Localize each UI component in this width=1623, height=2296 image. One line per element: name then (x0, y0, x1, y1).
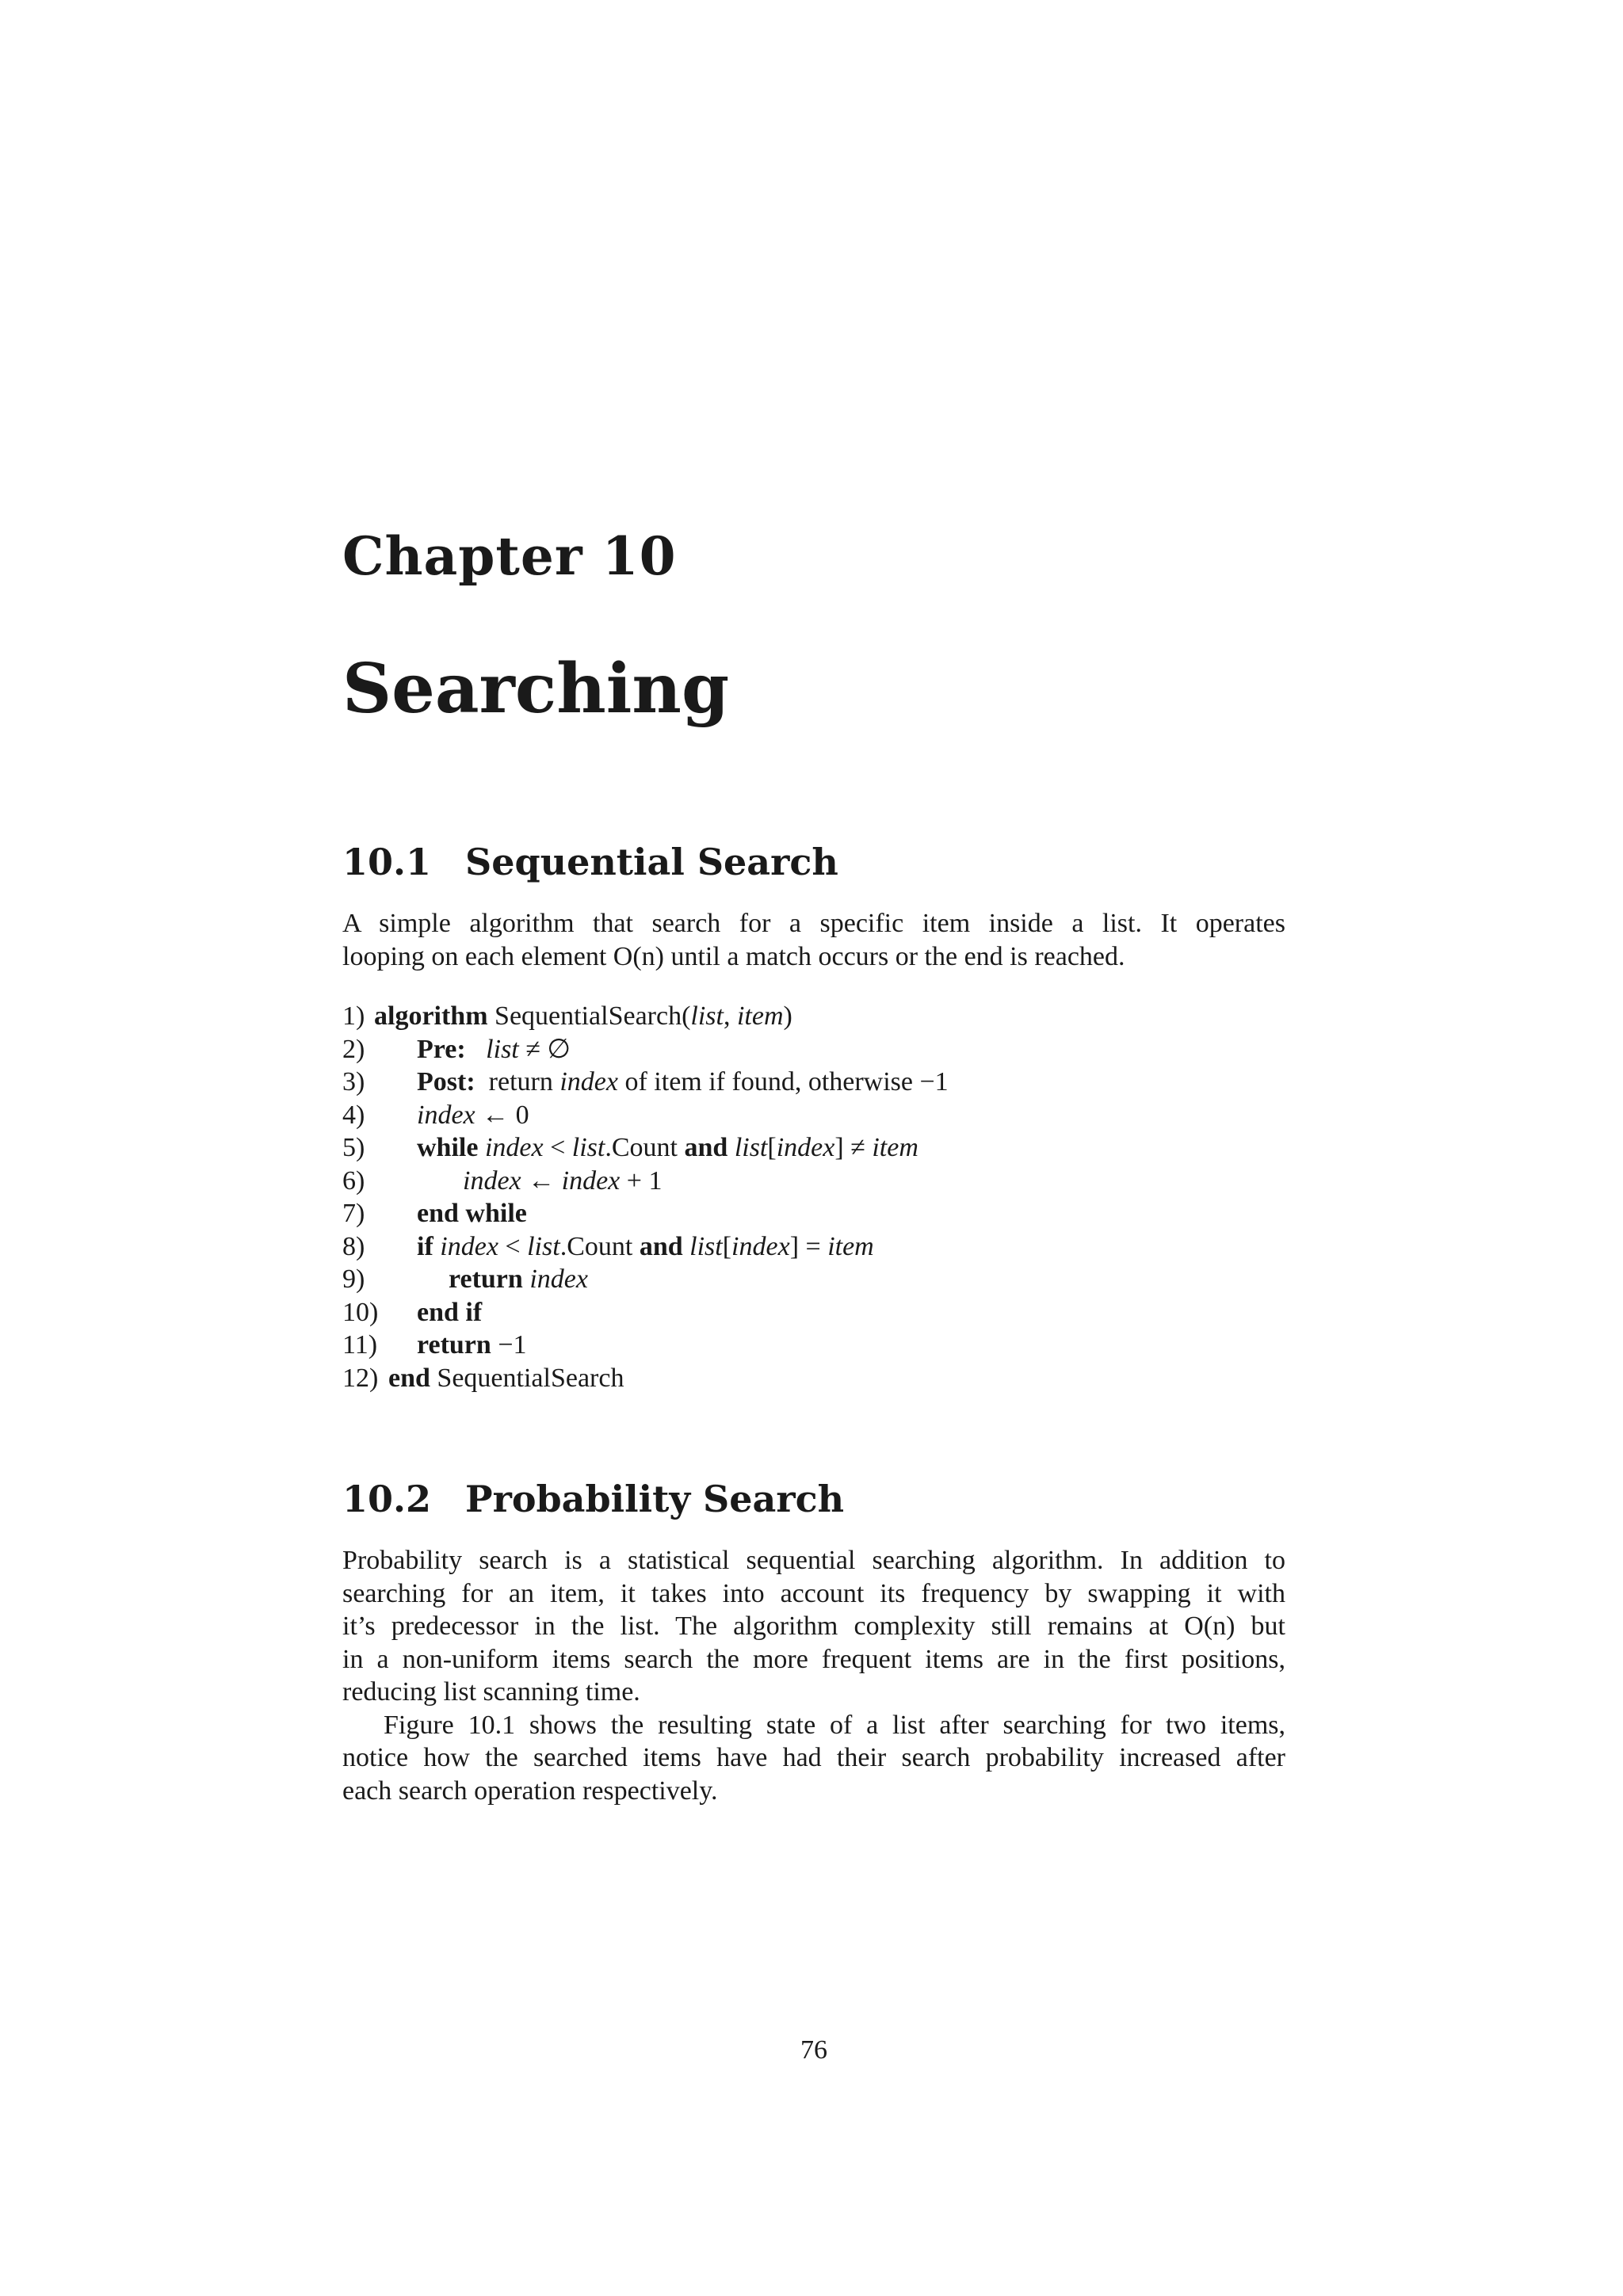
variable: index (440, 1231, 498, 1261)
algorithm-line (342, 1099, 1285, 1132)
variable: index (731, 1231, 790, 1261)
keyword: and (639, 1231, 683, 1261)
variable: index (463, 1165, 521, 1196)
algorithm-code (388, 1362, 624, 1395)
algorithm-code (463, 1165, 662, 1198)
line-number: 11) (342, 1330, 378, 1360)
line-number: 3) (342, 1067, 365, 1097)
variable: list (571, 1133, 605, 1162)
variable: index (529, 1264, 588, 1294)
code-text: ← (521, 1165, 562, 1196)
keyword: and (684, 1133, 728, 1162)
code-text (727, 1133, 735, 1162)
section-heading-sequential-search (342, 838, 838, 886)
algorithm-code (417, 1033, 571, 1066)
algorithm-code (417, 1296, 482, 1329)
algorithm-line (342, 1197, 1285, 1230)
code-text: ) (783, 1001, 792, 1031)
code-text: < (543, 1133, 572, 1162)
variable: index (776, 1133, 835, 1162)
code-text: ] ≠ (834, 1133, 873, 1162)
code-text: −1 (491, 1330, 527, 1360)
code-text: [ (767, 1133, 777, 1162)
keyword: algorithm (374, 1001, 488, 1031)
code-text: + 1 (620, 1165, 663, 1196)
code-text (683, 1232, 690, 1261)
paragraph-line: searching for an item, it takes into account its frequency by swapping it with (342, 1578, 1285, 1608)
algorithm-code (374, 1000, 792, 1033)
section-title: Sequential Search (465, 841, 838, 883)
line-number: 10) (342, 1297, 379, 1327)
probability-search-paragraph (342, 1544, 1285, 1807)
algorithm-code (417, 1099, 529, 1132)
variable: list (734, 1133, 768, 1162)
paragraph-line: Figure 10.1 shows the resulting state of a list after searching for two items, (384, 1710, 1285, 1740)
sequential-search-algorithm (342, 1000, 1285, 1394)
code-text (433, 1232, 441, 1261)
code-text: SequentialSearch( (487, 1001, 691, 1031)
section-number: 10.2 (342, 1478, 432, 1520)
algorithm-line (342, 1230, 1285, 1264)
document-page (342, 0, 1285, 2296)
keyword: Pre: (417, 1034, 466, 1064)
line-number: 4) (342, 1100, 365, 1130)
keyword: end if (417, 1297, 483, 1327)
line-number: 12) (342, 1363, 379, 1393)
algorithm-line (342, 1362, 1285, 1395)
keyword: end while (417, 1199, 527, 1228)
code-text (478, 1133, 485, 1162)
code-text: ] = (789, 1231, 828, 1261)
sequential-search-paragraph (342, 907, 1285, 973)
variable: item (736, 1001, 784, 1031)
variable: list (690, 1001, 724, 1031)
algorithm-line (342, 1000, 1285, 1033)
paragraph-line: reducing list scanning time. (342, 1677, 640, 1707)
page-number: 76 (800, 2035, 827, 2065)
algorithm-code (417, 1197, 527, 1230)
keyword: return (449, 1264, 523, 1294)
code-text: of item if found, otherwise −1 (617, 1067, 949, 1097)
algorithm-line (342, 1296, 1285, 1329)
algorithm-line (342, 1033, 1285, 1066)
paragraph-line: each search operation respectively. (342, 1775, 718, 1806)
variable: item (872, 1133, 918, 1162)
paragraph-line: notice how the searched items have had their search probability increased after (342, 1743, 1285, 1772)
variable: list (486, 1034, 519, 1064)
code-text: ← 0 (475, 1100, 529, 1130)
algorithm-line (342, 1263, 1285, 1296)
variable: item (827, 1231, 874, 1261)
algorithm-code (449, 1263, 588, 1296)
code-text: SequentialSearch (430, 1363, 624, 1393)
code-text: , (723, 1001, 737, 1031)
variable: list (689, 1231, 723, 1261)
algorithm-code (417, 1131, 918, 1165)
paragraph-line: in a non-uniform items search the more frequent items are in the first positions, (342, 1644, 1285, 1674)
code-text: .Count (559, 1231, 640, 1261)
algorithm-line (342, 1165, 1285, 1198)
keyword: while (417, 1133, 479, 1162)
variable: list (527, 1231, 560, 1261)
code-text: [ (722, 1231, 732, 1261)
code-text: < (498, 1231, 528, 1261)
keyword: end (388, 1363, 430, 1393)
line-number: 6) (342, 1165, 365, 1196)
algorithm-code (417, 1230, 874, 1264)
line-number: 2) (342, 1034, 365, 1064)
section-heading-probability-search (342, 1475, 844, 1523)
keyword: Post: (417, 1067, 475, 1097)
code-text: ≠ ∅ (518, 1034, 571, 1064)
line-number: 5) (342, 1133, 365, 1162)
section-title: Probability Search (465, 1478, 845, 1520)
line-number: 9) (342, 1264, 365, 1294)
line-number: 7) (342, 1199, 365, 1228)
line-number: 1) (342, 1001, 365, 1031)
chapter-title: Searching (342, 649, 730, 729)
keyword: if (417, 1231, 433, 1261)
algorithm-line (342, 1131, 1285, 1165)
algorithm-code (417, 1066, 949, 1099)
algorithm-code (417, 1329, 527, 1362)
chapter-label: Chapter 10 (342, 525, 677, 587)
paragraph-line: it’s predecessor in the list. The algorithm complexity still remains at O(n) but (342, 1611, 1285, 1641)
section-number: 10.1 (342, 841, 432, 883)
paragraph-line: looping on each element O(n) until a match occurs or the end is reached. (342, 941, 1125, 971)
variable: index (484, 1133, 544, 1162)
algorithm-line (342, 1066, 1285, 1099)
algorithm-line (342, 1329, 1285, 1362)
code-text (466, 1035, 487, 1064)
variable: index (561, 1165, 621, 1196)
variable: index (417, 1100, 475, 1130)
code-text: .Count (605, 1133, 685, 1162)
keyword: return (417, 1330, 491, 1360)
paragraph-line: A simple algorithm that search for a specific item inside a list. It operates (342, 909, 1285, 938)
paragraph-line: Probability search is a statistical sequential searching algorithm. In addition to (342, 1546, 1285, 1575)
code-text: return (475, 1067, 560, 1097)
line-number: 8) (342, 1231, 365, 1261)
variable: index (559, 1067, 618, 1097)
